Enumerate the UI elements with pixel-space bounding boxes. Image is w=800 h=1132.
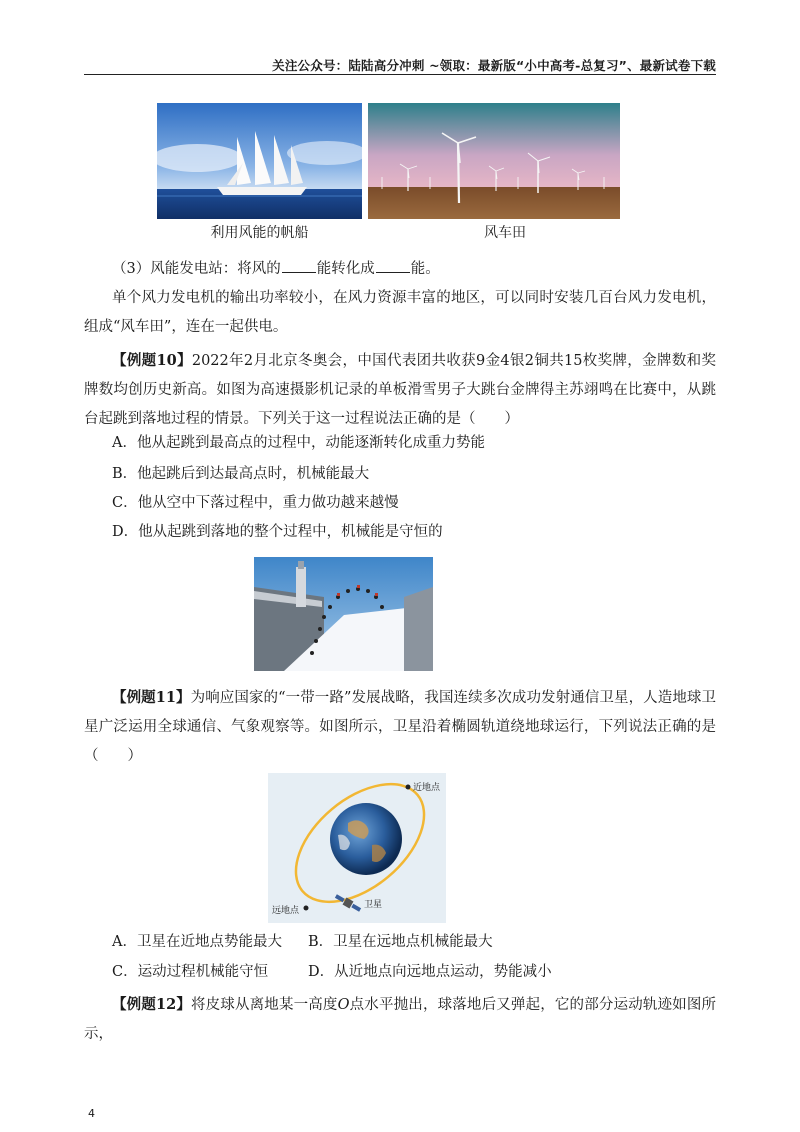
sailboat-image xyxy=(157,103,362,219)
example-10-question xyxy=(84,346,716,434)
snowboard-jump-image xyxy=(254,557,433,671)
windfarm-caption: 风车田 xyxy=(484,225,526,241)
page-header: 关注公众号：陆陆高分冲刺 ~领取：最新版“小中高考-总复习”、最新试卷下载 xyxy=(272,58,716,73)
header-divider xyxy=(84,74,716,75)
example-10-option-b: B．他起跳后到达最高点时，机械能最大 xyxy=(112,466,370,482)
example-11-label: 【例题11】 xyxy=(112,689,191,706)
answer-blank-1 xyxy=(282,258,316,273)
perigee-label: 近地点 xyxy=(413,783,441,793)
example-12-question xyxy=(84,990,716,1049)
wind-farm-image xyxy=(368,103,620,219)
example-11-option-b: B．卫星在远地点机械能最大 xyxy=(308,934,493,950)
example-10-option-a: A．他从起跳到最高点的过程中，动能逐渐转化成重力势能 xyxy=(112,435,485,451)
satellite-orbit-diagram xyxy=(268,773,446,923)
example-10-label: 【例题10】 xyxy=(112,352,192,369)
section-3-suffix: 能。 xyxy=(410,261,440,277)
example-12-text-before: 将皮球从离地某一高度 xyxy=(190,997,338,1013)
section-3-line xyxy=(112,258,716,280)
answer-blank-2 xyxy=(376,258,410,273)
satellite-label: 卫星 xyxy=(364,900,383,910)
example-12-text-after: 点水平抛出，球落地后又弹起，它的部分运动轨迹如图所示， xyxy=(84,997,716,1042)
wind-paragraph: 单个风力发电机的输出功率较小，在风力资源丰富的地区，可以同时安装几百台风力发电机，组成“风车田”，连在一起供电。 xyxy=(84,290,716,335)
example-11-option-c: C．运动过程机械能守恒 xyxy=(112,964,269,980)
example-11-option-a: A．卫星在近地点势能最大 xyxy=(112,934,282,950)
example-11-text: 为响应国家的“一带一路”发展战略，我国连续多次成功发射通信卫星，人造地球卫星广泛运用全球通信、气象观察等。如图所示，卫星沿着椭圆轨道绕地球运行，下列说法正确的是（ ） xyxy=(84,690,716,764)
section-3-mid: 能转化成 xyxy=(316,261,375,277)
example-10-text: 2022年2月北京冬奥会，中国代表团共收获9金4银2铜共15枚奖牌，金牌数和奖牌数均创历史新高。如图为高速摄影机记录的单板滑雪男子大跳台金牌得主苏翊鸣在比赛中，从跳台起跳到落地过程的情景。下列关于这一过程说法正确的是（ ） xyxy=(84,353,716,427)
example-10-option-d: D．他从起跳到落地的整个过程中，机械能是守恒的 xyxy=(112,524,443,540)
sailboat-caption: 利用风能的帆船 xyxy=(210,225,309,241)
example-10-option-c: C．他从空中下落过程中，重力做功越来越慢 xyxy=(112,495,399,511)
example-11-question xyxy=(84,683,716,771)
point-o-label: O xyxy=(337,997,350,1013)
apogee-label: 远地点 xyxy=(272,906,300,916)
example-11-option-d: D．从近地点向远地点运动，势能减小 xyxy=(308,964,552,980)
page-number: 4 xyxy=(88,1107,95,1120)
section-3-prefix: （3）风能发电站：将风的 xyxy=(112,261,281,277)
example-12-label: 【例题12】 xyxy=(112,996,191,1013)
